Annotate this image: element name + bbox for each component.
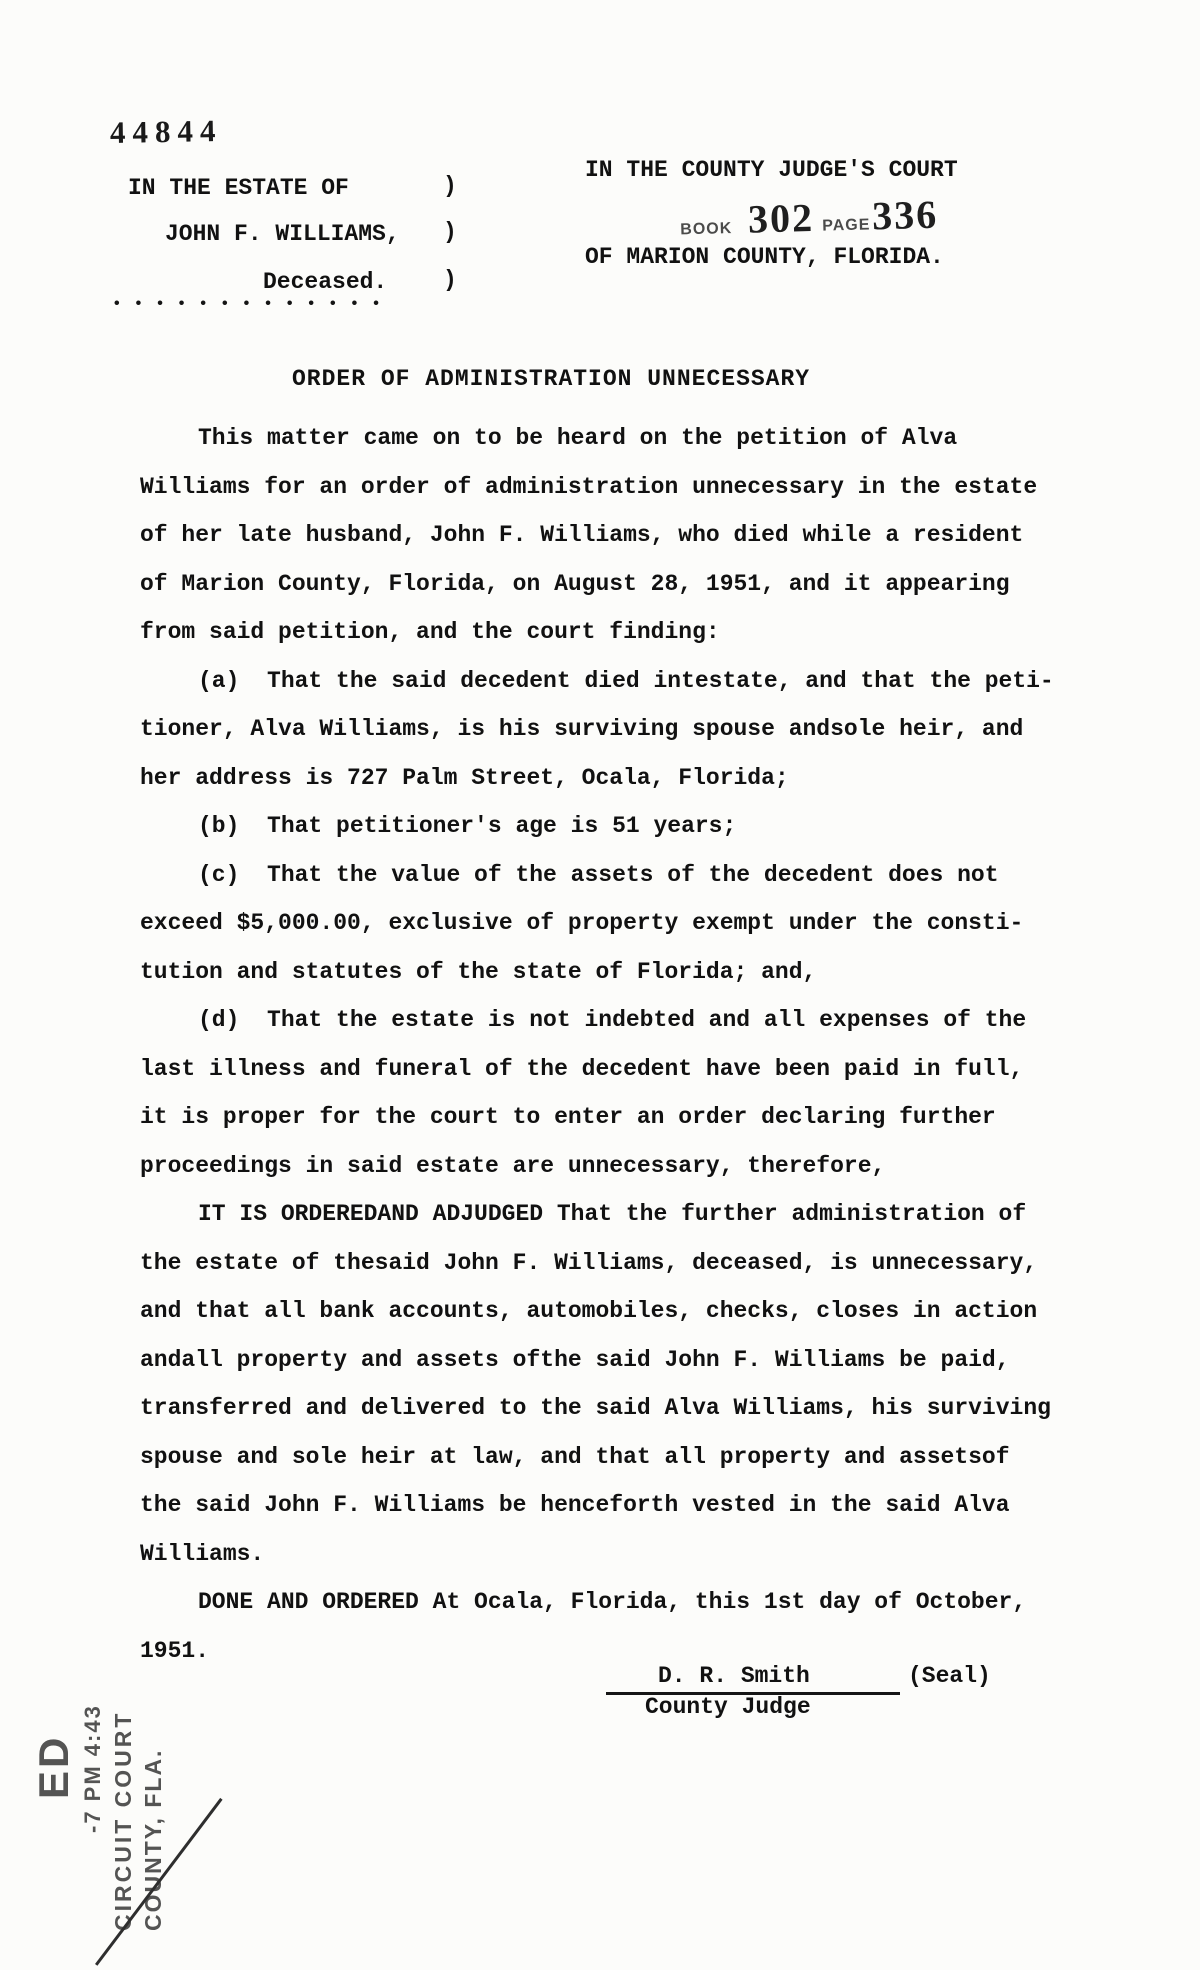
book-number: 302 [747, 194, 815, 242]
caption-deceased: Deceased. [263, 269, 388, 295]
body-line: proceedings in said estate are unnecessary, therefore, [140, 1152, 886, 1179]
caption-paren-2: ) [443, 219, 457, 245]
body-line: Williams. [140, 1540, 265, 1567]
document-title: ORDER OF ADMINISTRATION UNNECESSARY [292, 366, 811, 392]
body-line: and that all bank accounts, automobiles, checks, closes in action [140, 1298, 1038, 1324]
body-line: tution and statutes of the state of Florida; and, [140, 958, 817, 985]
body-line: (b) That petitioner's age is 51 years; [198, 813, 737, 839]
seal-label: (Seal) [908, 1663, 991, 1689]
body-line: of Marion County, Florida, on August 28, 1951, and it appearing [140, 570, 1010, 597]
body-line: last illness and funeral of the decedent have been paid in full, [140, 1055, 1024, 1082]
case-number-stamp: 44844 [109, 113, 223, 150]
body-lines [140, 414, 1150, 1675]
body-line: of her late husband, John F. Williams, who died while a resident [140, 522, 1024, 548]
body-line: DONE AND ORDERED At Ocala, Florida, this 1st day of October, [198, 1589, 1027, 1615]
body-line: Williams for an order of administration unnecessary in the estate [140, 473, 1038, 500]
page-label: PAGE [822, 216, 871, 235]
body-line: her address is 727 Palm Street, Ocala, Florida; [140, 764, 789, 791]
caption-paren-3: ) [443, 267, 457, 293]
dotted-separator: ••••••••••••• [112, 295, 393, 313]
filing-date-stamp [30, 1635, 200, 1965]
body-line: IT IS ORDEREDAND ADJUDGED That the further administration of [198, 1201, 1027, 1227]
caption-estate-of: IN THE ESTATE OF [128, 175, 349, 201]
judge-signature-role: County Judge [645, 1694, 811, 1720]
body-line: (d) That the estate is not indebted and all expenses of the [198, 1007, 1027, 1033]
body-line: 1951. [140, 1637, 210, 1664]
page-number: 336 [871, 191, 939, 239]
book-label: BOOK [680, 220, 733, 239]
body-line: from said petition, and the court finding: [140, 619, 720, 645]
body-line: exceed $5,000.00, exclusive of property exempt under the consti- [140, 910, 1024, 936]
body-line: it is proper for the court to enter an order declaring further [140, 1104, 996, 1130]
body-line: andall property and assets ofthe said John F. Williams be paid, [140, 1346, 1010, 1373]
court-heading-line2: OF MARION COUNTY, FLORIDA. [585, 244, 944, 270]
filing-stamp-county: COUNTY, FLA. [140, 1748, 166, 1931]
book-page-stamp [679, 191, 938, 245]
body-line: transferred and delivered to the said Alva Williams, his surviving [140, 1395, 1051, 1421]
filing-stamp-court: CIRCUIT COURT [110, 1710, 136, 1931]
judge-signature-name: D. R. Smith [658, 1663, 810, 1689]
body-line: (c) That the value of the assets of the decedent does not [198, 861, 999, 888]
body-line: tioner, Alva Williams, is his surviving spouse andsole heir, and [140, 716, 1024, 742]
body-line: spouse and sole heir at law, and that all property and assetsof [140, 1443, 1010, 1470]
court-heading-line1: IN THE COUNTY JUDGE'S COURT [585, 157, 958, 183]
body-line: (a) That the said decedent died intestate, and that the peti- [198, 667, 1054, 694]
body-line: This matter came on to be heard on the petition of Alva [198, 425, 958, 451]
body-line: the estate of thesaid John F. Williams, deceased, is unnecessary, [140, 1249, 1038, 1276]
filing-stamp-filed-text: ED [30, 1734, 77, 1799]
caption-decedent-name: JOHN F. WILLIAMS, [165, 221, 400, 247]
caption-paren-1: ) [443, 173, 457, 199]
filing-stamp-time: -7 PM 4:43 [80, 1704, 105, 1833]
body-line: the said John F. Williams be henceforth vested in the said Alva [140, 1492, 1010, 1518]
